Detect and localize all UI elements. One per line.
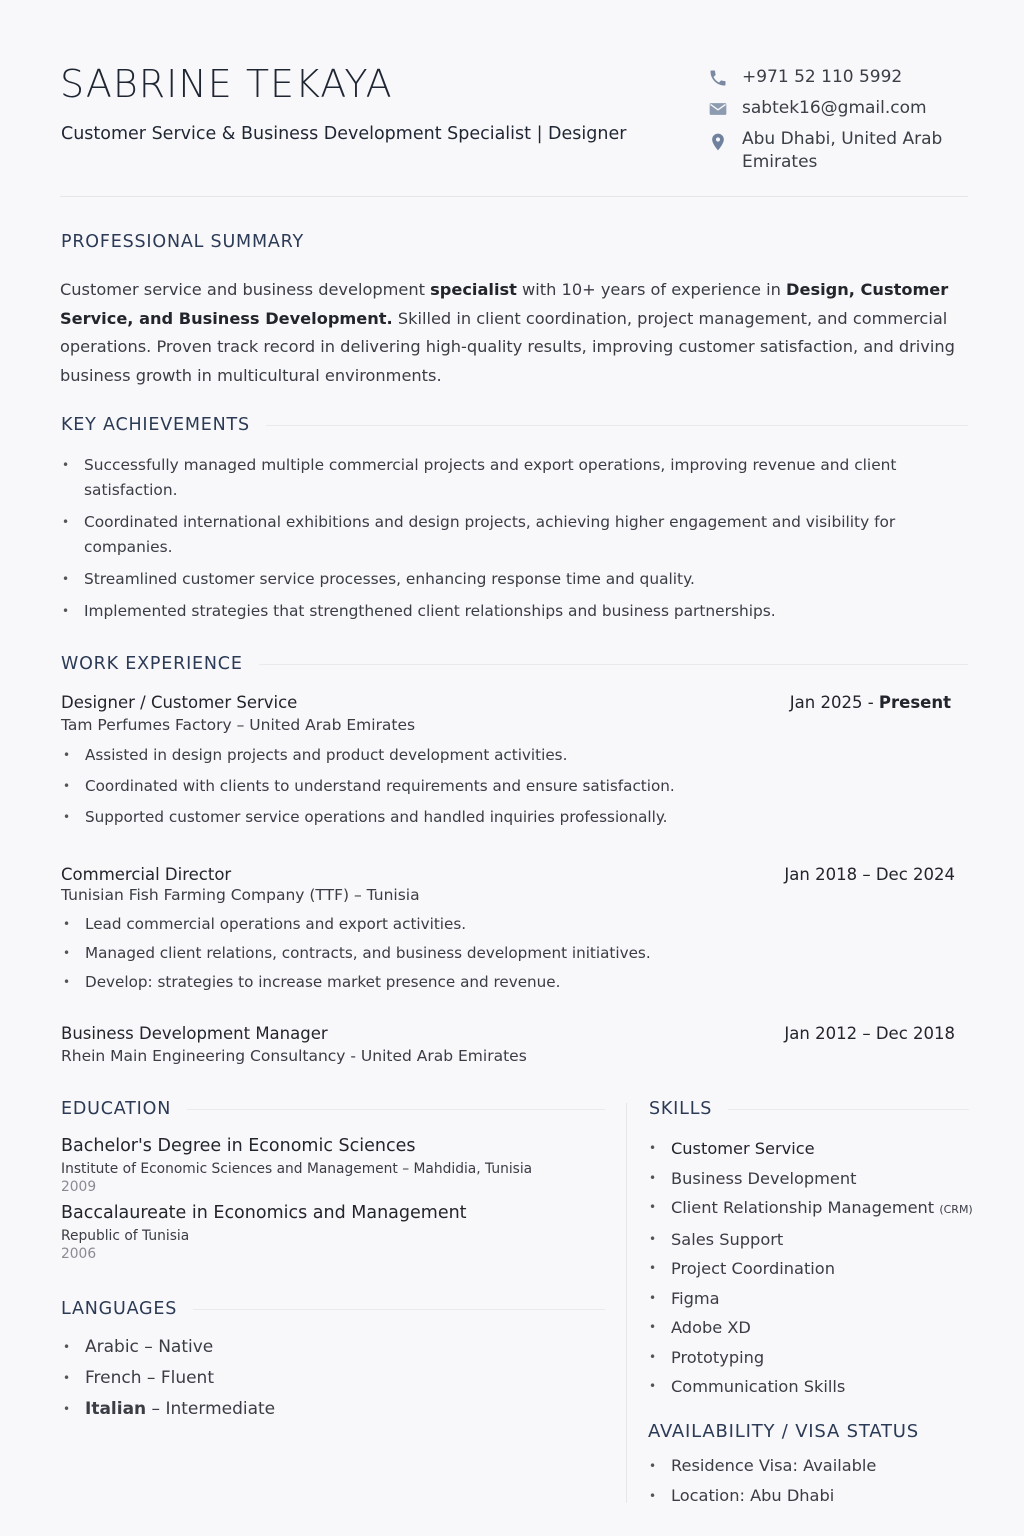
job-date: Jan 2012 – Dec 2018	[784, 1024, 955, 1043]
list-item: • Implemented strategies that strengthened client relationships and business partnerships.	[60, 599, 960, 624]
section-divider	[728, 1109, 969, 1110]
summary-bold: Design, Customer Service, and Business Development.	[60, 280, 949, 328]
section-title-availability	[648, 1421, 978, 1442]
job-company: Tam Perfumes Factory – United Arab Emirates	[61, 716, 416, 734]
section-title-summary	[61, 232, 391, 252]
degree-title: Bachelor's Degree in Economic Sciences	[61, 1136, 416, 1156]
skill-abbrev: (CRM)	[939, 1203, 973, 1216]
languages-heading: LANGUAGES	[61, 1299, 178, 1319]
skill-item: • Communication Skills	[647, 1372, 987, 1402]
contact-email	[708, 97, 978, 120]
contact-block	[708, 66, 978, 182]
languages-list	[61, 1332, 601, 1425]
list-item: • Successfully managed multiple commercial projects and export operations, improving revenue and client satisfaction.	[60, 453, 960, 503]
location-pin-icon	[708, 132, 728, 152]
language-name: Arabic	[85, 1337, 139, 1357]
section-divider	[259, 664, 968, 665]
job-bullets	[61, 740, 955, 833]
graduation-year: 2006	[61, 1246, 97, 1262]
section-divider	[266, 425, 968, 426]
column-divider	[626, 1103, 627, 1503]
skill-item: • Adobe XD	[647, 1313, 987, 1343]
date-start: Jan 2025 -	[789, 693, 879, 712]
availability-list	[647, 1451, 987, 1511]
job-company: Rhein Main Engineering Consultancy - United Arab Emirates	[61, 1047, 527, 1065]
section-title-experience	[61, 654, 968, 674]
availability-item: • Location: Abu Dhabi	[647, 1481, 987, 1511]
section-title-achievements	[61, 415, 968, 435]
education-entry	[61, 1203, 621, 1262]
phone-number[interactable]: +971 52 110 5992	[742, 67, 903, 87]
language-level: – Intermediate	[146, 1399, 276, 1419]
summary-text: with 10+ years of experience in	[516, 280, 787, 299]
list-item: • Develop: strategies to increase market presence and revenue.	[61, 968, 955, 997]
achievements-list	[60, 453, 960, 631]
job-entry	[61, 693, 955, 833]
graduation-year: 2009	[61, 1179, 97, 1195]
language-level: – Fluent	[141, 1368, 214, 1388]
degree-title: Baccalaureate in Economics and Management	[61, 1203, 467, 1223]
skills-list	[647, 1134, 987, 1402]
phone-icon	[708, 68, 728, 88]
education-entry	[61, 1136, 621, 1195]
contact-phone	[708, 66, 978, 89]
achievements-heading: KEY ACHIEVEMENTS	[61, 415, 250, 435]
section-title-languages	[61, 1299, 605, 1319]
job-date: Jan 2018 – Dec 2024	[784, 865, 955, 884]
skill-label: Client Relationship Management	[671, 1198, 935, 1217]
availability-item: • Residence Visa: Available	[647, 1451, 987, 1481]
section-divider	[187, 1109, 605, 1110]
institution: Institute of Economic Sciences and Management – Mahdidia, Tunisia	[61, 1161, 533, 1177]
list-item: • Supported customer service operations and handled inquiries professionally.	[61, 802, 955, 833]
summary-paragraph	[60, 276, 960, 390]
list-item: • Coordinated international exhibitions and design projects, achieving higher engagement and visibility for companies.	[60, 510, 960, 560]
list-item: • Assisted in design projects and product development activities.	[61, 740, 955, 771]
location-text: Abu Dhabi, United Arab Emirates	[742, 129, 943, 172]
candidate-headline: Customer Service & Business Development Specialist | Designer	[61, 124, 627, 144]
job-title: Designer / Customer Service	[61, 693, 298, 712]
job-company: Tunisian Fish Farming Company (TTF) – Tunisia	[61, 886, 420, 904]
summary-bold: specialist	[430, 280, 517, 299]
education-heading: EDUCATION	[61, 1099, 172, 1119]
skill-item	[647, 1193, 987, 1225]
job-entry	[61, 865, 955, 997]
list-item: • Streamlined customer service processes, enhancing response time and quality.	[60, 567, 960, 592]
skill-item: • Sales Support	[647, 1225, 987, 1255]
skill-item: • Customer Service	[647, 1134, 987, 1164]
institution: Republic of Tunisia	[61, 1228, 190, 1244]
language-item	[61, 1332, 601, 1363]
summary-text: Skilled in client coordination, project management, and commercial operations. Proven track record in delivering high-quality results, improving customer satisfaction, and driving business growth in multicultural environments.	[60, 308, 955, 385]
summary-text: Customer service and business development	[60, 280, 431, 299]
language-item	[61, 1363, 601, 1394]
job-title: Business Development Manager	[61, 1024, 328, 1043]
email-icon	[708, 99, 728, 119]
language-item	[61, 1394, 601, 1425]
job-date	[790, 693, 951, 712]
date-end: Present	[878, 693, 951, 712]
section-divider	[193, 1309, 605, 1310]
education-list	[61, 1136, 621, 1262]
section-title-skills	[649, 1099, 969, 1119]
language-name: Italian	[85, 1399, 147, 1419]
summary-heading: PROFESSIONAL SUMMARY	[61, 232, 304, 252]
job-bullets	[61, 910, 955, 997]
email-address[interactable]: sabtek16@gmail.com	[742, 98, 927, 118]
skills-heading: SKILLS	[649, 1099, 713, 1119]
availability-heading: AVAILABILITY / VISA STATUS	[648, 1421, 919, 1442]
skill-item: • Figma	[647, 1284, 987, 1314]
header-divider	[60, 196, 968, 197]
skill-item: • Project Coordination	[647, 1254, 987, 1284]
job-title: Commercial Director	[61, 865, 232, 884]
list-item: • Managed client relations, contracts, and business development initiatives.	[61, 939, 955, 968]
contact-location	[708, 128, 978, 174]
language-name: French	[85, 1368, 142, 1388]
language-level: – Native	[138, 1337, 214, 1357]
list-item: • Coordinated with clients to understand requirements and ensure satisfaction.	[61, 771, 955, 802]
section-title-education	[61, 1099, 605, 1119]
job-entry	[61, 1024, 955, 1065]
experience-heading: WORK EXPERIENCE	[61, 654, 243, 674]
candidate-name: SABRINE TEKAYA	[60, 62, 393, 106]
list-item: • Lead commercial operations and export activities.	[61, 910, 955, 939]
skill-item: • Prototyping	[647, 1343, 987, 1373]
skill-item: • Business Development	[647, 1164, 987, 1194]
